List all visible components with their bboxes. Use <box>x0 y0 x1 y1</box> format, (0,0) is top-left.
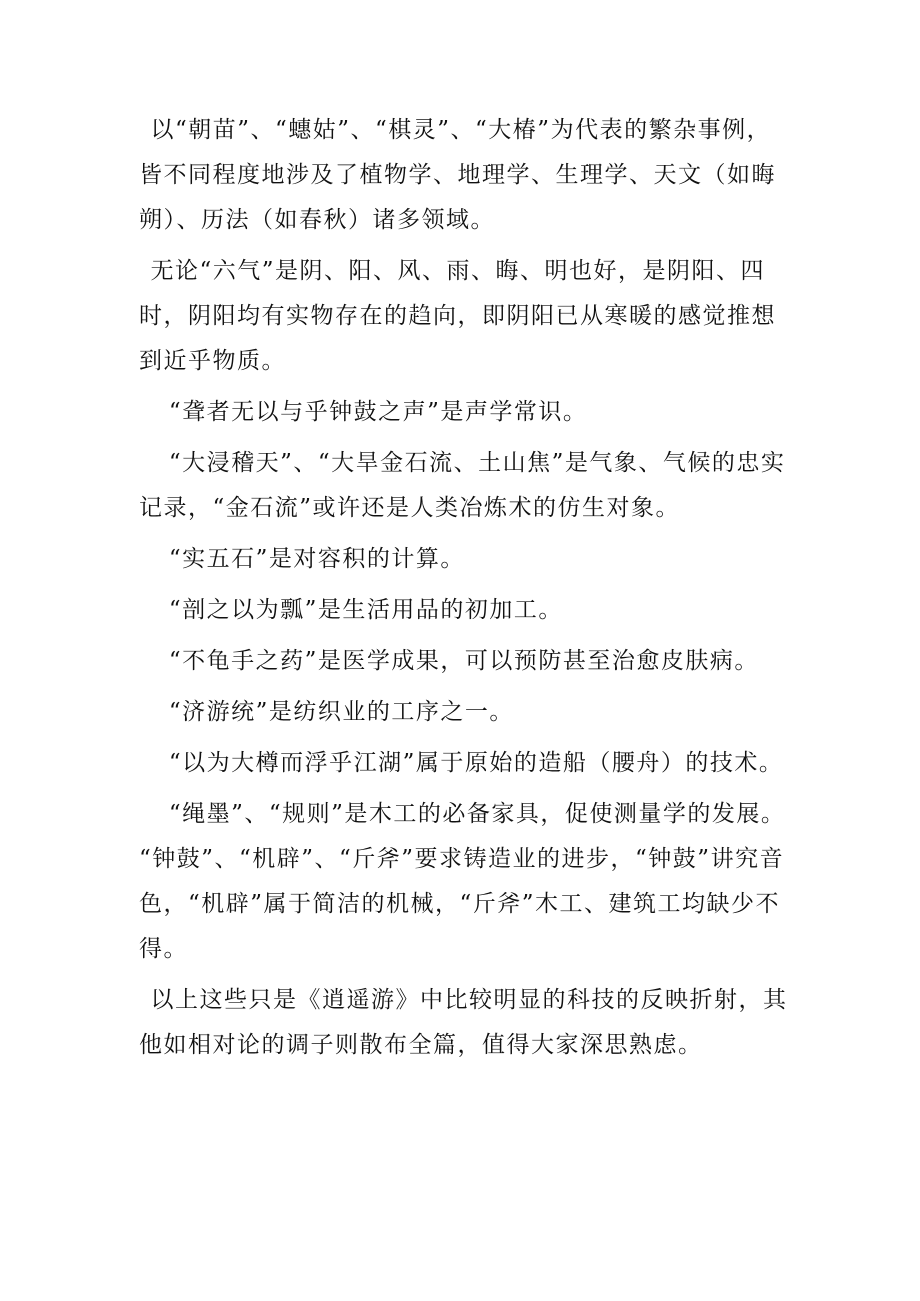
paragraph-7: “不龟手之药”是医学成果，可以预防甚至治愈皮肤病。 <box>168 648 759 674</box>
paragraph-2: 无论“六气”是阴、阳、风、雨、晦、明也好，是阴阳、四时，阴阳均有实物存在的趋向，即阴阳已从寒暖的感觉推想到近乎物质。 <box>139 258 776 374</box>
paragraph-10: “绳墨”、“规则”是木工的必备家具，促使测量学的发展。 <box>168 801 786 827</box>
paragraph-3: “聋者无以与乎钟鼓之声”是声学常识。 <box>168 399 588 425</box>
paragraph-11: “钟鼓”、“机辟”、“斤斧”要求铸造业的进步，“钟鼓”讲究音色，“机辟”属于简洁的机械，“斤斧”木工、建筑工均缺少不得。 <box>139 846 785 962</box>
paragraph-5: “实五石”是对容积的计算。 <box>168 546 465 572</box>
document-body <box>139 108 789 1068</box>
paragraph-1: 以“朝苗”、“蟪姑”、“棋灵”、“大椿”为代表的繁杂事例，皆不同程度地涉及了植物学、地理学、生理学、天文（如晦朔）、历法（如春秋）诸多领域。 <box>139 117 776 233</box>
paragraph-6: “剖之以为瓢”是生活用品的初加工。 <box>168 597 563 623</box>
paragraph-4: “大浸稽天”、“大旱金石流、土山焦”是气象、气候的忠实记录，“金石流”或许还是人类冶炼术的仿生对象。 <box>139 450 786 521</box>
paragraph-9: “以为大樽而浮乎江湖”属于原始的造船（腰舟）的技术。 <box>168 750 784 776</box>
paragraph-8: “济游统”是纺织业的工序之一。 <box>168 699 514 725</box>
paragraph-12: 以上这些只是《逍遥游》中比较明显的科技的反映折射，其他如相对论的调子则散布全篇，值得大家深思熟虑。 <box>139 987 788 1058</box>
